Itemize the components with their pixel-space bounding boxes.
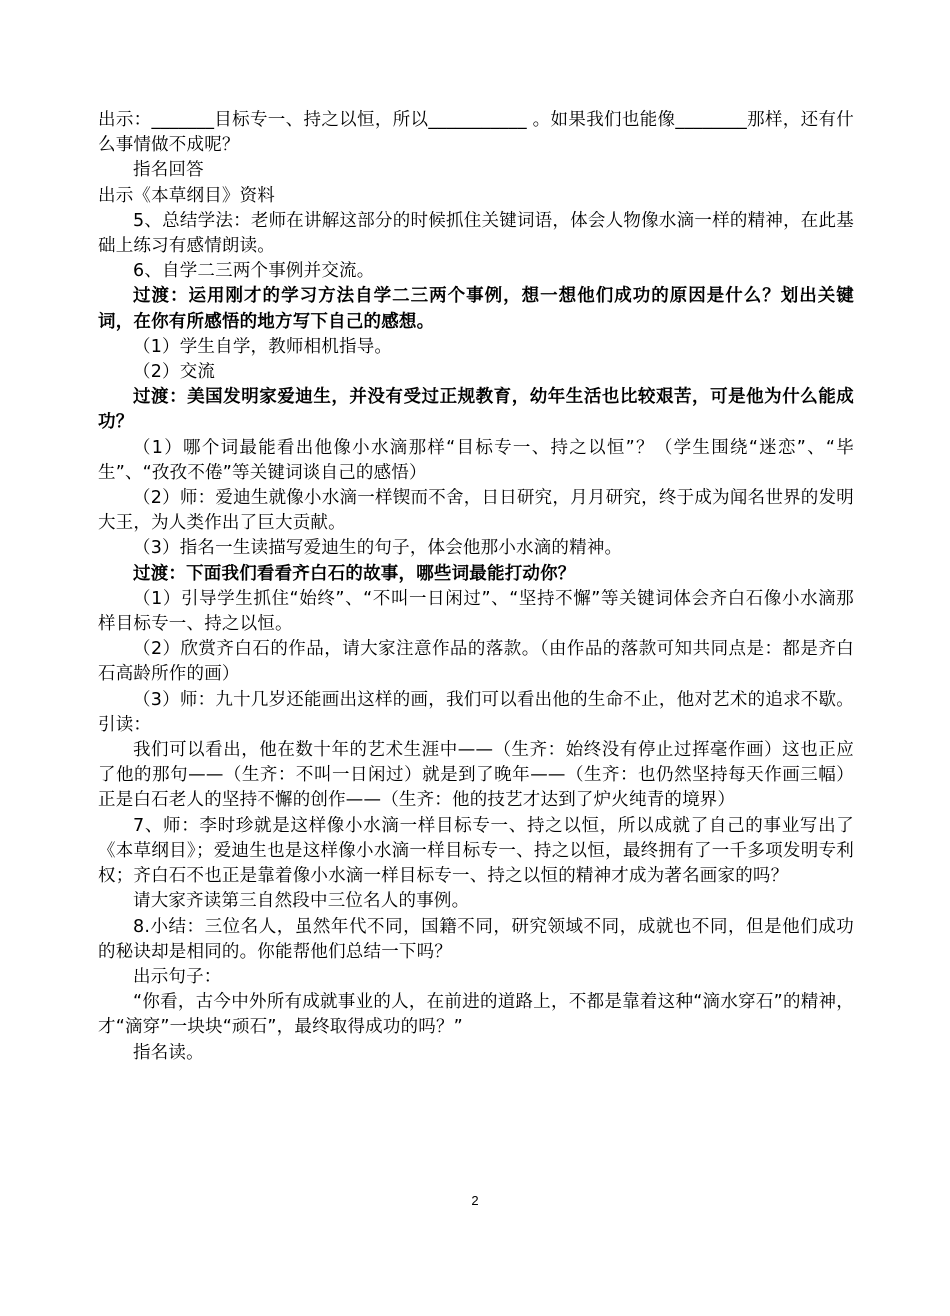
document-body	[98, 108, 854, 1066]
body-paragraph: 指名读。	[133, 1042, 204, 1063]
body-paragraph: 5、总结学法：老师在讲解这部分的时候抓住关键词语，体会人物像水滴一样的精神，在此基础上练习有感情朗读。	[98, 210, 854, 257]
transition-paragraph: 过渡：下面我们看看齐白石的故事，哪些词最能打动你？	[133, 563, 576, 584]
body-paragraph: “你看，古今中外所有成就事业的人，在前进的道路上，不都是靠着这种“滴水穿石”的精神，才“滴穿”一块块“顽石”，最终取得成功的吗？”	[98, 992, 854, 1038]
body-paragraph: 出示句子：	[133, 966, 222, 987]
body-paragraph: （1）引导学生抓住“始终”、“不叫一日闲过”、“坚持不懈”等关键词体会齐白石像小水滴那样目标专一、持之以恒。	[98, 588, 854, 635]
body-paragraph: 8.小结：三位名人，虽然年代不同，国籍不同，研究领域不同，成就也不同，但是他们成功的秘诀却是相同的。你能帮他们总结一下吗？	[98, 916, 854, 962]
body-paragraph: （3）指名一生读描写爱迪生的句子，体会他那小水滴的精神。	[133, 538, 623, 559]
body-paragraph: 出示《本草纲目》资料	[98, 185, 275, 206]
body-paragraph: 出示：_______目标专一、持之以恒，所以___________ 。如果我们也能像________那样，还有什么事情做不成呢？	[98, 110, 854, 156]
body-paragraph: 指名回答	[133, 160, 204, 181]
body-paragraph: （3）师：九十几岁还能画出这样的画，我们可以看出他的生命不止，他对艺术的追求不歇。引读：	[98, 689, 854, 735]
transition-paragraph: 过渡：运用刚才的学习方法自学二三两个事例，想一想他们成功的原因是什么？划出关键词，在你有所感悟的地方写下自己的感想。	[98, 286, 854, 332]
body-paragraph: 请大家齐读第三自然段中三位名人的事例。	[133, 891, 470, 912]
body-paragraph: （2）师：爱迪生就像小水滴一样锲而不舍，日日研究，月月研究，终于成为闻名世界的发明大王，为人类作出了巨大贡献。	[98, 488, 854, 534]
transition-paragraph: 过渡：美国发明家爱迪生，并没有受过正规教育，幼年生活也比较艰苦，可是他为什么能成功？	[98, 387, 854, 433]
body-paragraph: 我们可以看出，他在数十年的艺术生涯中——（生齐：始终没有停止过挥毫作画）这也正应了他的那句——（生齐：不叫一日闲过）就是到了晚年——（生齐：也仍然坚持每天作画三幅）正是白石老人的坚持不懈的创作——（生齐：他的技艺才达到了炉火纯青的境界）	[98, 740, 854, 811]
page-number: 2	[471, 1193, 479, 1208]
body-paragraph: （1）哪个词最能看出他像小水滴那样“目标专一、持之以恒”？（学生围绕“迷恋”、“毕生”、“孜孜不倦”等关键词谈自己的感悟）	[98, 437, 854, 483]
body-paragraph: 7、师：李时珍就是这样像小水滴一样目标专一、持之以恒，所以成就了自己的事业写出了《本草纲目》；爱迪生也是这样像小水滴一样目标专一、持之以恒，最终拥有了一千多项发明专利权；齐白石不也正是靠着像小水滴一样目标专一、持之以恒的精神才成为著名画家的吗？	[98, 815, 854, 887]
body-paragraph: （2）交流	[133, 362, 216, 383]
body-paragraph: （1）学生自学，教师相机指导。	[133, 336, 393, 357]
body-paragraph: 6、自学二三两个事例并交流。	[133, 261, 375, 282]
body-paragraph: （2）欣赏齐白石的作品，请大家注意作品的落款。（由作品的落款可知共同点是：都是齐白石高龄所作的画）	[98, 639, 854, 685]
